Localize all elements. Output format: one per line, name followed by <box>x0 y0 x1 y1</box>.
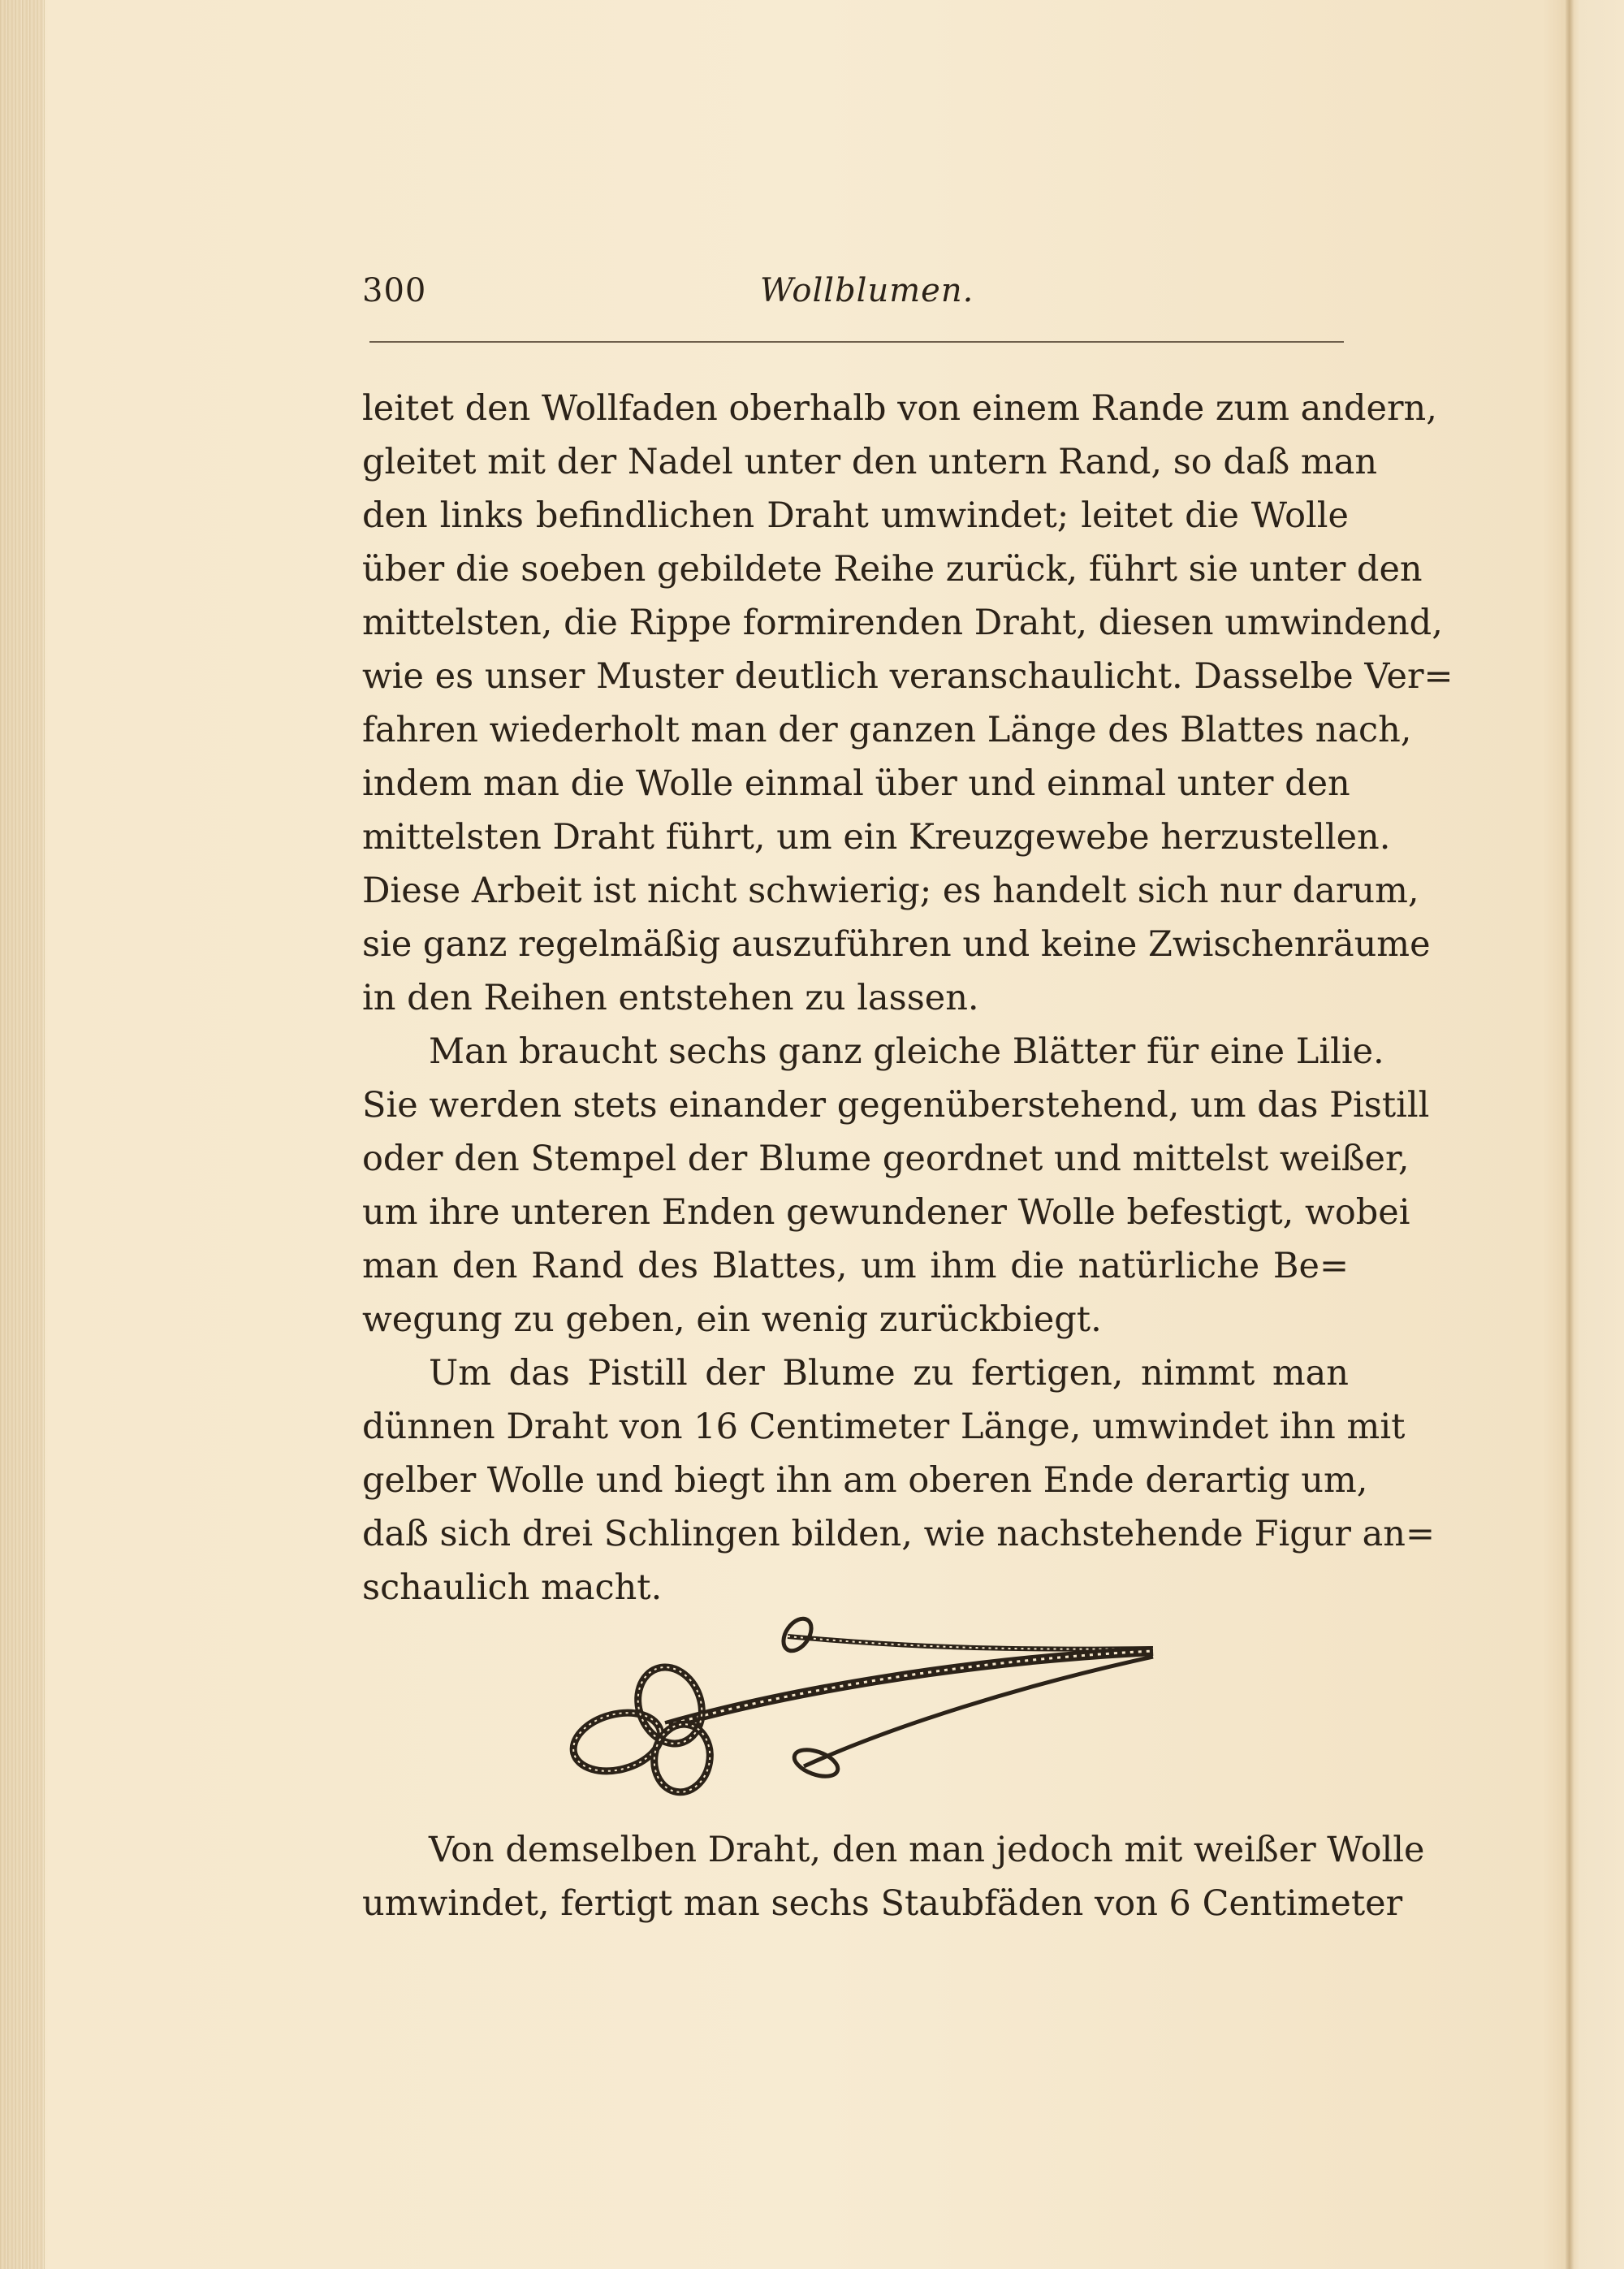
text-line: indem man die Wolle einmal über und einmal unter den <box>362 763 1350 804</box>
page-right-edge <box>1566 0 1574 2269</box>
text-line: mittelsten Draht führt, um ein Kreuzgewebe herzustellen. <box>362 817 1391 858</box>
text-line: in den Reihen entstehen zu lassen. <box>362 978 979 1018</box>
page-header <box>362 272 1345 321</box>
text-line: man den Rand des Blattes, um ihm die natürliche Be= <box>362 1246 1349 1286</box>
text-line: schaulich macht. <box>362 1567 663 1608</box>
bottom-text <box>362 1823 1425 1930</box>
text-line: wie es unser Muster deutlich veranschaulicht. Dasselbe Ver= <box>362 656 1453 697</box>
text-line: wegung zu geben, ein wenig zurückbiegt. <box>362 1299 1102 1340</box>
text-line: mittelsten, die Rippe formirenden Draht, diesen umwindend, <box>362 603 1443 643</box>
text-line: leitet den Wollfaden oberhalb von einem Rande zum andern, <box>362 388 1437 429</box>
text-line: dünnen Draht von 16 Centimeter Länge, umwindet ihn mit <box>362 1407 1406 1447</box>
text-line: gelber Wolle und biegt ihn am oberen Ende derartig um, <box>362 1460 1368 1501</box>
pistil-wire-illustration <box>568 1604 1161 1799</box>
page-left-edge <box>0 0 45 2269</box>
text-line: sie ganz regelmäßig auszuführen und keine Zwischenräume <box>362 924 1431 965</box>
page-number: 300 <box>362 272 427 309</box>
text-line: Diese Arbeit ist nicht schwierig; es handelt sich nur darum, <box>362 871 1419 911</box>
text-line: um ihre unteren Enden gewundener Wolle befestigt, wobei <box>362 1192 1410 1233</box>
text-line: Von demselben Draht, den man jedoch mit weißer Wolle <box>429 1830 1425 1870</box>
text-line: Sie werden stets einander gegenüberstehend, um das Pistill <box>362 1085 1430 1126</box>
text-line: gleitet mit der Nadel unter den untern Rand, so daß man <box>362 442 1378 482</box>
running-head: Wollblumen. <box>760 272 974 309</box>
body-text <box>362 382 1453 1614</box>
text-line: oder den Stempel der Blume geordnet und mittelst weißer, <box>362 1139 1410 1179</box>
text-line: den links befindlichen Draht umwindet; leitet die Wolle <box>362 495 1349 536</box>
text-line: umwindet, fertigt man sechs Staubfäden von 6 Centimeter <box>362 1883 1403 1924</box>
text-line: Man braucht sechs ganz gleiche Blätter für eine Lilie. <box>429 1031 1384 1072</box>
text-line: fahren wiederholt man der ganzen Länge des Blattes nach, <box>362 710 1412 750</box>
text-line: über die soeben gebildete Reihe zurück, führt sie unter den <box>362 549 1423 590</box>
text-line: daß sich drei Schlingen bilden, wie nachstehende Figur an= <box>362 1514 1436 1554</box>
header-rule <box>369 341 1344 343</box>
text-line: Um das Pistill der Blume zu fertigen, nimmt man <box>429 1353 1349 1394</box>
